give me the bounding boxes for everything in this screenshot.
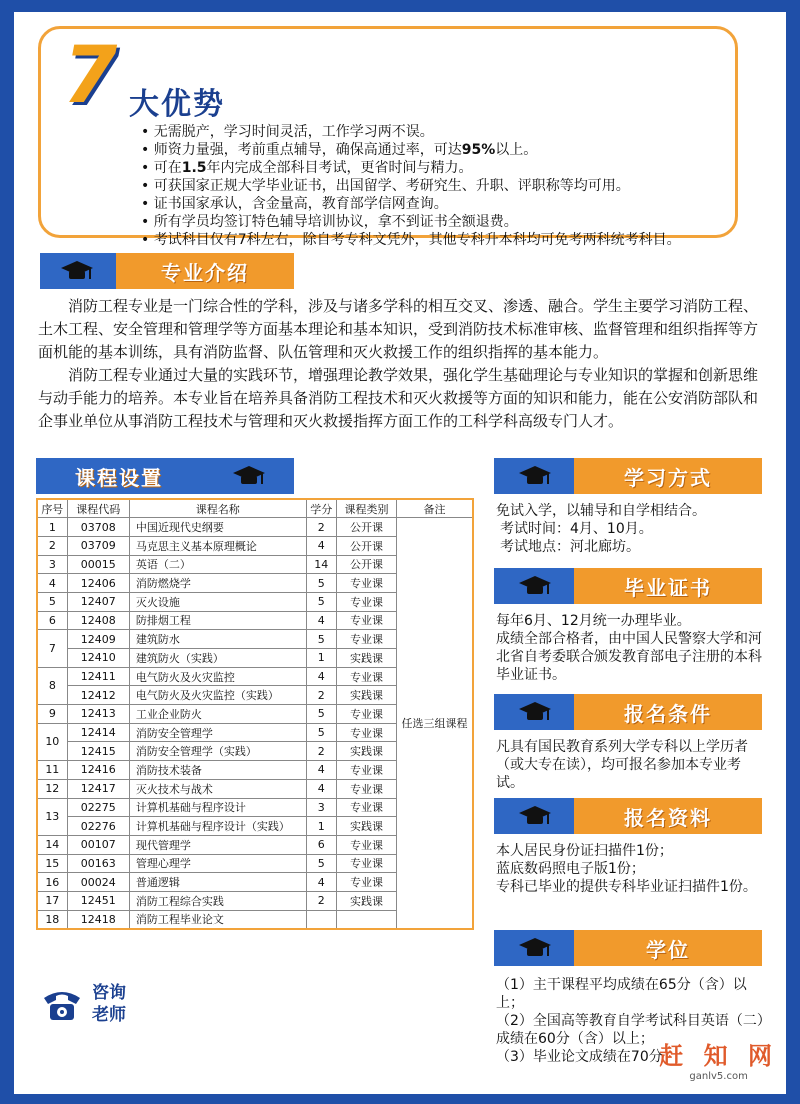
cell-credit: 5: [306, 723, 336, 742]
study-line-2: 考试时间：4月、10月。: [500, 521, 653, 537]
study-title: 学习方式: [574, 458, 762, 494]
cell-code: 00024: [67, 873, 129, 892]
cell-name: 马克思主义基本原理概论: [129, 536, 306, 555]
cell-code: 12407: [67, 592, 129, 611]
certificate-line-2: 成绩全部合格者，由中国人民警察大学和河北省自考委联合颁发教育部电子注册的本科毕业证书。: [496, 631, 762, 683]
cell-index: 8: [37, 667, 67, 704]
advantage-item: [141, 213, 781, 231]
cell-category: 实践课: [336, 742, 396, 761]
cell-category: 专业课: [336, 592, 396, 611]
telephone-icon: [40, 982, 84, 1026]
intro-paragraph-2: 消防工程专业通过大量的实践环节，增强理论教学效果，强化学生基础理论与专业知识的掌握和创新思维与动手能力的培养。本专业旨在培养具备消防工程技术和灭火救援等方面的知识和能力，能在公安消防部队和企事业单位从事消防工程技术与管理和灭火救援指挥方面工作的工科学科高级专门人才。: [38, 366, 759, 430]
cell-credit: 4: [306, 761, 336, 780]
cell-name: 计算机基础与程序设计: [129, 798, 306, 817]
cell-index: 2: [37, 536, 67, 555]
cell-name: 英语（二）: [129, 555, 306, 574]
cell-credit: 4: [306, 611, 336, 630]
cell-name: 消防工程毕业论文: [129, 910, 306, 929]
cell-category: 公开课: [336, 555, 396, 574]
requirements-title: 报名条件: [574, 694, 762, 730]
advantage-item: [141, 177, 781, 195]
cell-code: 12417: [67, 779, 129, 798]
cell-credit: 3: [306, 798, 336, 817]
requirements-banner-icon-area: [494, 694, 574, 730]
cell-code: 12415: [67, 742, 129, 761]
cell-code: 12418: [67, 910, 129, 929]
cell-index: 12: [37, 779, 67, 798]
cell-index: 9: [37, 705, 67, 724]
cell-category: 专业课: [336, 779, 396, 798]
cell-credit: 2: [306, 742, 336, 761]
cell-index: 16: [37, 873, 67, 892]
graduation-cap-icon: [518, 574, 552, 598]
cell-category: 实践课: [336, 891, 396, 910]
study-line-1: 免试入学，以辅导和自学相结合。: [496, 503, 706, 519]
cell-index: 7: [37, 630, 67, 667]
courses-title: 课程设置: [36, 458, 202, 494]
watermark-url: ganlv5.com: [689, 1071, 748, 1082]
degree-banner-icon-area: [494, 930, 574, 966]
cell-category: 专业课: [336, 630, 396, 649]
intro-text: [38, 295, 760, 433]
advantage-text: 师资力量强，考前重点辅导，确保高通过率，可达: [153, 142, 462, 158]
cell-category: 实践课: [336, 686, 396, 705]
materials-line-2: 蓝底数码照电子版1份；: [496, 861, 645, 877]
cell-credit: 6: [306, 835, 336, 854]
cell-credit: 1: [306, 817, 336, 836]
advantage-item: [141, 123, 781, 141]
cell-credit: 5: [306, 574, 336, 593]
cell-note: 任选三组课程: [397, 518, 473, 929]
cell-code: 00015: [67, 555, 129, 574]
certificate-title: 毕业证书: [574, 568, 762, 604]
materials-banner: [494, 798, 762, 834]
certificate-line-1: 每年6月、12月统一办理毕业。: [496, 613, 691, 629]
course-table-header: [37, 499, 473, 518]
cell-code: 03709: [67, 536, 129, 555]
courses-banner-icon-area: [202, 458, 294, 494]
cell-index: 15: [37, 854, 67, 873]
cell-name: 消防燃烧学: [129, 574, 306, 593]
consult-line-1: 咨询: [92, 983, 126, 1003]
graduation-cap-icon: [60, 259, 94, 283]
study-banner-icon-area: [494, 458, 574, 494]
cell-credit: 4: [306, 536, 336, 555]
cell-index: 17: [37, 891, 67, 910]
certificate-text: [496, 612, 768, 684]
cell-category: 实践课: [336, 649, 396, 668]
cell-credit: 2: [306, 518, 336, 537]
degree-line-3: （3）毕业论文成绩在70分: [496, 1049, 663, 1065]
advantage-item: [141, 195, 781, 213]
cell-index: 1: [37, 518, 67, 537]
advantage-item: [141, 141, 781, 159]
header-name: 课程名称: [129, 499, 306, 518]
cell-credit: 4: [306, 779, 336, 798]
graduation-cap-icon: [518, 464, 552, 488]
cell-name: 电气防火及火灾监控（实践）: [129, 686, 306, 705]
cell-name: 建筑防水: [129, 630, 306, 649]
cell-index: 13: [37, 798, 67, 835]
advantages-number: 7: [63, 31, 118, 121]
cell-index: 6: [37, 611, 67, 630]
cell-code: 12408: [67, 611, 129, 630]
advantage-text: 无需脱产，学习时间灵活，工作学习两不误。: [153, 124, 434, 140]
cell-name: 电气防火及火灾监控: [129, 667, 306, 686]
cell-category: 专业课: [336, 574, 396, 593]
cell-category: 专业课: [336, 667, 396, 686]
cell-credit: 2: [306, 891, 336, 910]
intro-title: 专业介绍: [116, 253, 294, 289]
cell-credit: 1: [306, 649, 336, 668]
study-line-3: 考试地点：河北廊坊。: [500, 539, 640, 555]
cell-index: 5: [37, 592, 67, 611]
cell-name: 灭火设施: [129, 592, 306, 611]
cell-index: 14: [37, 835, 67, 854]
advantages-title: 大优势: [129, 87, 225, 122]
watermark: [659, 1036, 778, 1082]
header-code: 课程代码: [67, 499, 129, 518]
cell-credit: [306, 910, 336, 929]
cell-code: 02275: [67, 798, 129, 817]
cell-index: 18: [37, 910, 67, 929]
cell-credit: 5: [306, 854, 336, 873]
advantages-list: [141, 123, 781, 249]
cell-code: 12451: [67, 891, 129, 910]
cell-name: 建筑防火（实践）: [129, 649, 306, 668]
cell-code: 12410: [67, 649, 129, 668]
cell-credit: 14: [306, 555, 336, 574]
cell-index: 11: [37, 761, 67, 780]
cell-category: [336, 910, 396, 929]
advantage-text: 可获国家正规大学毕业证书，出国留学、考研究生、升职、评职称等均可用。: [153, 178, 630, 194]
advantage-text-end: 年内完成全部科目考试，更省时间与精力。: [206, 160, 473, 176]
cell-credit: 4: [306, 873, 336, 892]
cell-code: 12406: [67, 574, 129, 593]
cell-category: 专业课: [336, 611, 396, 630]
cell-code: 00107: [67, 835, 129, 854]
consult-line-2: 老师: [92, 1005, 126, 1025]
degree-line-2: （2）全国高等教育自学考试科目英语（二）成绩在60分（含）以上；: [496, 1013, 764, 1047]
intro-paragraph-1: 消防工程专业是一门综合性的学科，涉及与诸多学科的相互交叉、渗透、融合。学生主要学习消防工程、土木工程、安全管理和管理学等方面基本理论和基本知识，受到消防技术标准审核、监督管理和组织指挥等方面机能的基本训练，具有消防监督、队伍管理和灭火救援工作的组织指挥的基本能力。: [38, 297, 759, 361]
cell-name: 消防安全管理学: [129, 723, 306, 742]
advantage-text: 证书国家承认，含金量高，教育部学信网查询。: [153, 196, 448, 212]
cell-category: 专业课: [336, 854, 396, 873]
requirements-line-1: 凡具有国民教育系列大学专科以上学历者（或大专在读），均可报名参加本专业考试。: [496, 739, 748, 791]
watermark-logo: 赶 知 网: [659, 1042, 778, 1070]
cell-category: 专业课: [336, 761, 396, 780]
cell-category: 专业课: [336, 873, 396, 892]
intro-banner: [40, 253, 294, 289]
cell-code: 00163: [67, 854, 129, 873]
cell-category: 专业课: [336, 723, 396, 742]
cell-code: 12416: [67, 761, 129, 780]
materials-text: [496, 842, 768, 896]
graduation-cap-icon: [232, 464, 266, 488]
graduation-cap-icon: [518, 700, 552, 724]
header-note: 备注: [397, 499, 473, 518]
cell-name: 消防工程综合实践: [129, 891, 306, 910]
advantages-box: [38, 26, 738, 248]
materials-title: 报名资料: [574, 798, 762, 834]
degree-line-1: （1）主干课程平均成绩在65分（含）以上；: [496, 977, 747, 1011]
cell-category: 专业课: [336, 835, 396, 854]
study-banner: [494, 458, 762, 494]
header-credit: 学分: [306, 499, 336, 518]
course-table-body: [37, 518, 473, 929]
cell-name: 灭火技术与战术: [129, 779, 306, 798]
cell-code: 12409: [67, 630, 129, 649]
cell-credit: 4: [306, 667, 336, 686]
consult-teacher[interactable]: [40, 982, 126, 1026]
cell-index: 4: [37, 574, 67, 593]
graduation-cap-icon: [518, 936, 552, 960]
cell-name: 中国近现代史纲要: [129, 518, 306, 537]
graduation-cap-icon: [518, 804, 552, 828]
materials-line-1: 本人居民身份证扫描件1份；: [496, 843, 673, 859]
cell-code: 12414: [67, 723, 129, 742]
cell-index: 3: [37, 555, 67, 574]
header-index: 序号: [37, 499, 67, 518]
study-text: [496, 502, 768, 556]
advantage-item: [141, 231, 781, 249]
cell-name: 工业企业防火: [129, 705, 306, 724]
advantage-text: 可在: [153, 160, 182, 176]
courses-banner: [36, 458, 294, 494]
advantage-item: [141, 159, 781, 177]
table-row: [37, 518, 473, 537]
intro-banner-icon-area: [40, 253, 116, 289]
cell-category: 公开课: [336, 518, 396, 537]
cell-credit: 2: [306, 686, 336, 705]
certificate-banner-icon-area: [494, 568, 574, 604]
cell-code: 12412: [67, 686, 129, 705]
cell-code: 12411: [67, 667, 129, 686]
advantage-text-end: 以上。: [495, 142, 538, 158]
header-category: 课程类别: [336, 499, 396, 518]
cell-category: 专业课: [336, 798, 396, 817]
degree-banner: [494, 930, 762, 966]
cell-name: 管理心理学: [129, 854, 306, 873]
certificate-banner: [494, 568, 762, 604]
advantage-text: 所有学员均签订特色辅导培训协议，拿不到证书全额退费。: [153, 214, 518, 230]
cell-name: 防排烟工程: [129, 611, 306, 630]
cell-credit: 5: [306, 592, 336, 611]
cell-name: 现代管理学: [129, 835, 306, 854]
cell-category: 实践课: [336, 817, 396, 836]
cell-index: 10: [37, 723, 67, 760]
materials-banner-icon-area: [494, 798, 574, 834]
cell-credit: 5: [306, 630, 336, 649]
course-table: [36, 498, 474, 930]
cell-name: 消防安全管理学（实践）: [129, 742, 306, 761]
cell-code: 02276: [67, 817, 129, 836]
cell-name: 普通逻辑: [129, 873, 306, 892]
requirements-banner: [494, 694, 762, 730]
cell-name: 消防技术装备: [129, 761, 306, 780]
cell-code: 03708: [67, 518, 129, 537]
materials-line-3: 专科已毕业的提供专科毕业证扫描件1份。: [496, 879, 757, 895]
cell-category: 专业课: [336, 705, 396, 724]
advantage-text: 考试科目仅有7科左右，除自考专科文凭外，其他专科升本科均可免考两科统考科目。: [153, 232, 681, 248]
advantage-highlight: 95%: [461, 142, 496, 158]
cell-category: 公开课: [336, 536, 396, 555]
cell-code: 12413: [67, 705, 129, 724]
cell-name: 计算机基础与程序设计（实践）: [129, 817, 306, 836]
cell-credit: 5: [306, 705, 336, 724]
degree-title: 学位: [574, 930, 762, 966]
advantage-highlight: 1.5: [181, 160, 207, 176]
requirements-text: [496, 738, 768, 792]
